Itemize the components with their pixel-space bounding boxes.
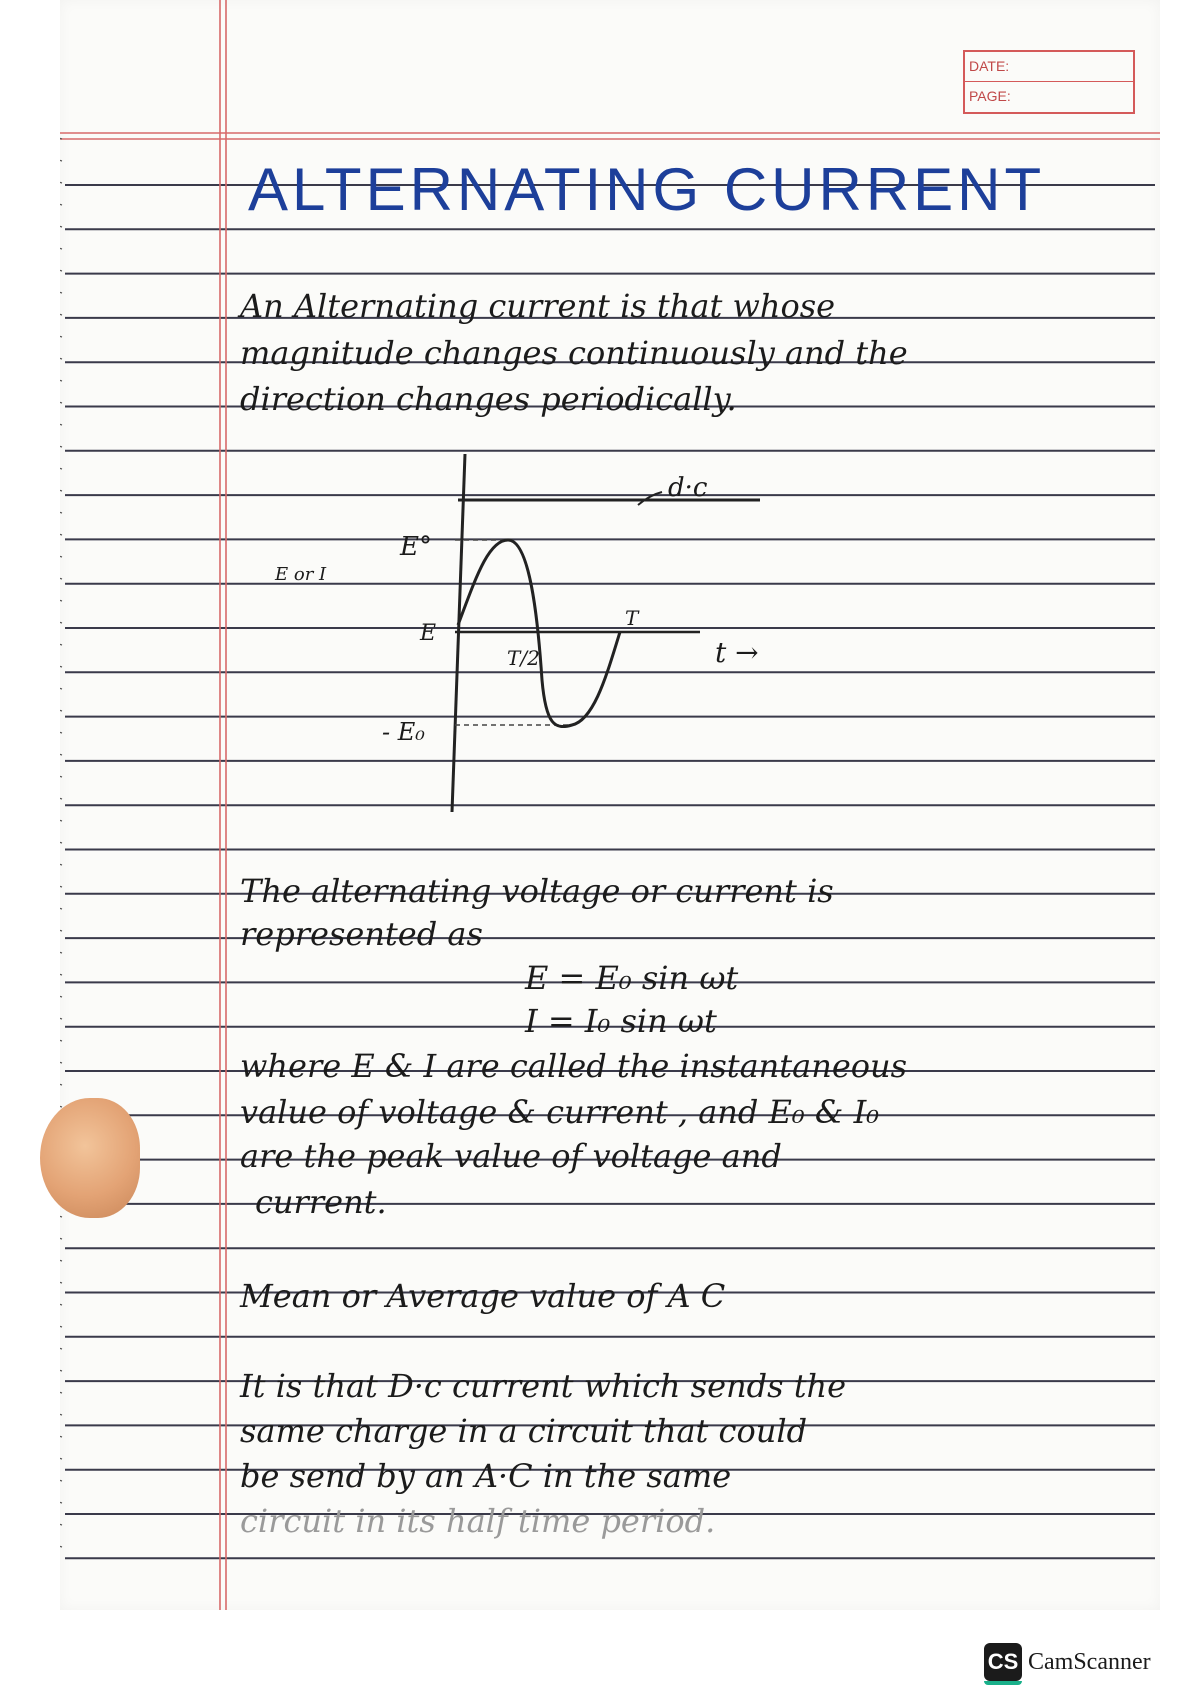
spiral-tick <box>60 157 62 161</box>
spiral-tick <box>60 311 62 315</box>
spiral-tick <box>60 1279 62 1283</box>
spiral-tick <box>60 861 62 865</box>
spiral-tick <box>60 1103 62 1107</box>
date-label: DATE: <box>965 52 1133 82</box>
spiral-tick <box>60 1301 62 1305</box>
mean-value-heading: Mean or Average value of A C <box>240 1277 726 1315</box>
spiral-tick <box>60 1059 62 1063</box>
spiral-tick <box>60 421 62 425</box>
explanation-line-3: are the peak value of voltage and <box>240 1137 782 1175</box>
camscanner-logo-icon: CS <box>984 1643 1022 1681</box>
notebook-page <box>60 0 1160 1610</box>
spiral-tick <box>60 179 62 183</box>
mean-line-1: It is that D·c current which sends the <box>240 1367 847 1405</box>
equation-voltage: E = E₀ sin ωt <box>525 959 739 997</box>
mean-line-3: be send by an A·C in the same <box>240 1457 732 1495</box>
repr-line-1: The alternating voltage or current is <box>240 872 834 910</box>
spiral-tick <box>60 333 62 337</box>
spiral-tick <box>60 1411 62 1415</box>
finger-thumb <box>40 1098 140 1218</box>
time-label: t → <box>715 636 759 669</box>
equation-current: I = I₀ sin ωt <box>525 1002 717 1040</box>
spiral-tick <box>60 927 62 931</box>
dc-label: d·c <box>668 473 708 503</box>
spiral-tick <box>60 1257 62 1261</box>
spiral-tick <box>60 1389 62 1393</box>
explanation-line-1: where E & I are called the instantaneous <box>240 1047 908 1085</box>
half-period-label: T/2 <box>507 646 540 670</box>
date-page-box <box>963 50 1135 114</box>
spiral-tick <box>60 223 62 227</box>
spiral-tick <box>60 201 62 205</box>
spiral-tick <box>60 1521 62 1525</box>
period-label: T <box>625 606 639 630</box>
spiral-tick <box>60 1015 62 1019</box>
spiral-tick <box>60 1213 62 1217</box>
spiral-tick <box>60 1081 62 1085</box>
spiral-tick <box>60 399 62 403</box>
spiral-tick <box>60 1477 62 1481</box>
spiral-tick <box>60 949 62 953</box>
page-title: ALTERNATING CURRENT <box>248 156 1046 223</box>
spiral-tick <box>60 1499 62 1503</box>
intro-line-1: An Alternating current is that whose <box>240 287 836 325</box>
origin-label: E <box>420 621 437 646</box>
spiral-tick <box>60 1323 62 1327</box>
y-axis-label: E or I <box>275 564 327 585</box>
camscanner-watermark <box>984 1642 1151 1682</box>
repr-line-2: represented as <box>240 915 483 953</box>
explanation-line-4: current. <box>255 1183 387 1221</box>
spiral-tick <box>60 135 62 139</box>
intro-line-3: direction changes periodically. <box>240 380 737 418</box>
neg-peak-label: - E₀ <box>382 718 425 746</box>
spiral-tick <box>60 267 62 271</box>
spiral-tick <box>60 993 62 997</box>
spiral-tick <box>60 905 62 909</box>
mean-line-4: circuit in its half time period. <box>240 1502 716 1540</box>
spiral-tick <box>60 1455 62 1459</box>
spiral-tick <box>60 1235 62 1239</box>
spiral-tick <box>60 883 62 887</box>
peak-label: E° <box>400 532 432 562</box>
spiral-tick <box>60 289 62 293</box>
spiral-tick <box>60 839 62 843</box>
spiral-tick <box>60 1345 62 1349</box>
mean-line-2: same charge in a circuit that could <box>240 1412 808 1450</box>
spiral-tick <box>60 355 62 359</box>
spiral-tick <box>60 971 62 975</box>
spiral-tick <box>60 1037 62 1041</box>
spiral-tick <box>60 1433 62 1437</box>
spiral-tick <box>60 377 62 381</box>
spiral-tick <box>60 1367 62 1371</box>
intro-line-2: magnitude changes continuously and the <box>240 334 908 372</box>
ac-waveform-graph <box>60 440 860 820</box>
page-label: PAGE: <box>969 88 1011 104</box>
spiral-tick <box>60 1543 62 1547</box>
camscanner-brand: CamScanner <box>1028 1648 1151 1675</box>
explanation-line-2: value of voltage & current , and E₀ & I₀ <box>240 1093 880 1131</box>
spiral-tick <box>60 245 62 249</box>
sine-wave <box>458 540 620 727</box>
